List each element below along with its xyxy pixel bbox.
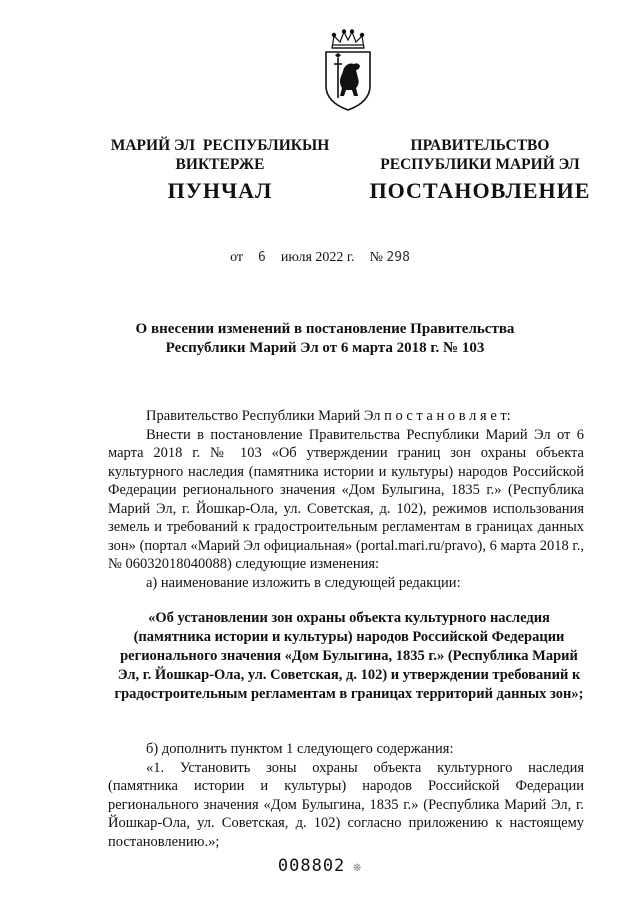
header-right-authority bbox=[360, 136, 600, 174]
title-line2: Республики Марий Эл от 6 марта 2018 г. № 103 bbox=[165, 340, 485, 356]
coat-of-arms-bear-icon bbox=[322, 28, 374, 112]
number-sign: № bbox=[369, 250, 383, 265]
new-title-quote: «Об установлении зон охраны объекта культурного наследия (памятника истории и культуры) народов Российской Федерации регионального значения «Дом Булыгина, 1835 г.» (Республика Марий Эл, г. Йошкар-Ола, ул. Советская, д. 102) и утверждении требований к градостроительным регламентам в границах территорий данных зон»; bbox=[114, 610, 584, 702]
item-b: б) дополнить пунктом 1 следующего содержания: bbox=[146, 741, 454, 757]
header-right-doc-type: ПОСТАНОВЛЕНИЕ bbox=[369, 178, 591, 203]
header-left-doc-type: ПУНЧАЛ bbox=[167, 178, 273, 203]
resolves-line: Правительство Республики Марий Эл п о с т а н о в л я е т: bbox=[146, 408, 511, 424]
date-day: 6 bbox=[258, 250, 266, 265]
intro-paragraph: Внести в постановление Правительства Республики Марий Эл от 6 марта 2018 г. № 103 «Об утверждении границ зон охраны объекта культурного наследия (памятника истории и культуры) народов Российской Федерации регионального значения «Дом Булыгина, 1835 г.» (Республика Марий Эл, г. Йошкар-Ола, ул. Советская, д. 102), режимов использования земель и требований к градостроительным регламентам в границах данных зон» (портал «Марий Эл официальная» (portal.mari.ru/pravo), 6 марта 2018 г., № 06032018040088) следующие изменения: bbox=[108, 426, 584, 572]
ornament-icon: ❊ bbox=[353, 860, 363, 875]
date-month-year: июля 2022 г. bbox=[280, 250, 355, 265]
document-number: 298 bbox=[386, 250, 410, 265]
point-1-paragraph: «1. Установить зоны охраны объекта культурного наследия (памятника истории и культуры) народов Российской Федерации регионального значения «Дом Булыгина, 1835 г.» (Республика Марий Эл, г. Йошкар-Ола, ул. Советская, д. 102) согласно приложению к настоящему постановлению.»; bbox=[108, 759, 584, 850]
form-serial bbox=[0, 856, 640, 876]
date-line bbox=[0, 250, 640, 266]
title-line1: О внесении изменений в постановление Правительства bbox=[135, 321, 515, 337]
header-right-line2: РЕСПУБЛИКИ МАРИЙ ЭЛ bbox=[380, 156, 580, 173]
body-part-1 bbox=[108, 407, 584, 592]
item-a: а) наименование изложить в следующей редакции: bbox=[146, 574, 461, 591]
document-title bbox=[60, 320, 590, 358]
body-part-2 bbox=[108, 740, 584, 851]
serial-number: 008802 bbox=[277, 856, 346, 876]
header-left-line1: МАРИЙ ЭЛ РЕСПУБЛИКЫН bbox=[110, 137, 330, 154]
header-left-authority bbox=[100, 136, 340, 174]
date-from: от bbox=[230, 250, 244, 265]
header-right-line1: ПРАВИТЕЛЬСТВО bbox=[410, 137, 550, 154]
header-left-line2: ВИКТЕРЖЕ bbox=[175, 156, 265, 173]
